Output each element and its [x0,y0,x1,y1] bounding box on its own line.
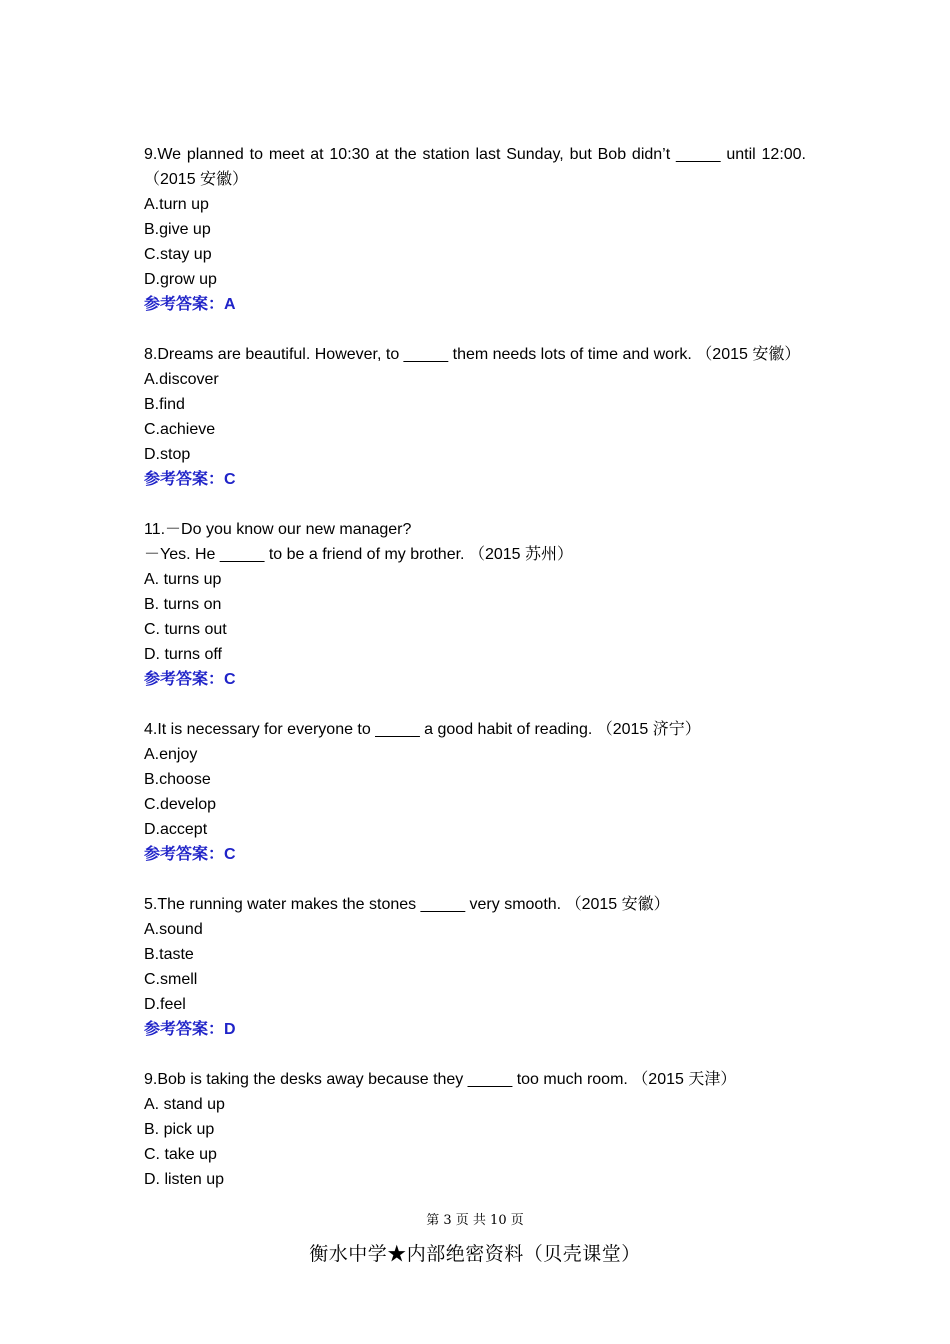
option-c: C.smell [144,971,198,988]
spacer [144,317,806,342]
spacer [144,1042,806,1067]
option-a: A.enjoy [144,746,198,763]
question-stem: 8.Dreams are beautiful. However, to _____ them needs lots of time and work. （2015 安徽） [144,346,801,363]
option-b: B.find [144,396,185,413]
page-number: 第 3 页 共 10 页 [426,1213,524,1228]
answer-key: 参考答案：D [144,1021,236,1038]
option-d: D. turns off [144,646,222,663]
option-a: A. stand up [144,1096,225,1113]
option-b: B.taste [144,946,194,963]
option-a: A.sound [144,921,203,938]
question-list [144,142,811,1192]
question-stem: 4.It is necessary for everyone to _____ a good habit of reading. （2015 济宁） [144,721,701,738]
spacer [144,492,806,517]
spacer [144,867,806,892]
question-stem: 5.The running water makes the stones _____ very smooth. （2015 安徽） [144,896,670,913]
option-b: B. turns on [144,596,222,613]
option-b: B. pick up [144,1121,215,1138]
question-block [144,517,806,692]
option-c: C. take up [144,1146,217,1163]
option-b: B.give up [144,221,211,238]
answer-key: 参考答案：C [144,671,236,688]
option-d: D.grow up [144,271,217,288]
option-d: D.accept [144,821,208,838]
option-c: C.develop [144,796,217,813]
option-c: C.achieve [144,421,216,438]
answer-key: 参考答案：C [144,471,236,488]
question-stem: 9.We planned to meet at 10:30 at the station last Sunday, but Bob didn’t _____ until 12:00. （2015 安徽） [144,146,811,188]
footer-title: 衡水中学★内部绝密资料（贝壳课堂） [309,1243,641,1265]
option-a: A. turns up [144,571,222,588]
option-c: C.stay up [144,246,212,263]
option-d: D.stop [144,446,191,463]
question-block [144,342,806,492]
question-block [144,892,806,1042]
question-stem: 11.－Do you know our new manager? [144,521,412,538]
question-stem-reply: －Yes. He _____ to be a friend of my brother. （2015 苏州） [144,546,573,563]
option-a: A.turn up [144,196,209,213]
option-a: A.discover [144,371,219,388]
question-stem: 9.Bob is taking the desks away because they _____ too much room. （2015 天津） [144,1071,737,1088]
option-d: D.feel [144,996,186,1013]
question-block [144,717,806,867]
spacer [144,692,806,717]
question-block [144,1067,806,1192]
option-c: C. turns out [144,621,227,638]
option-b: B.choose [144,771,211,788]
answer-key: 参考答案：A [144,296,236,313]
question-block [144,142,811,317]
answer-key: 参考答案：C [144,846,236,863]
option-d: D. listen up [144,1171,225,1188]
